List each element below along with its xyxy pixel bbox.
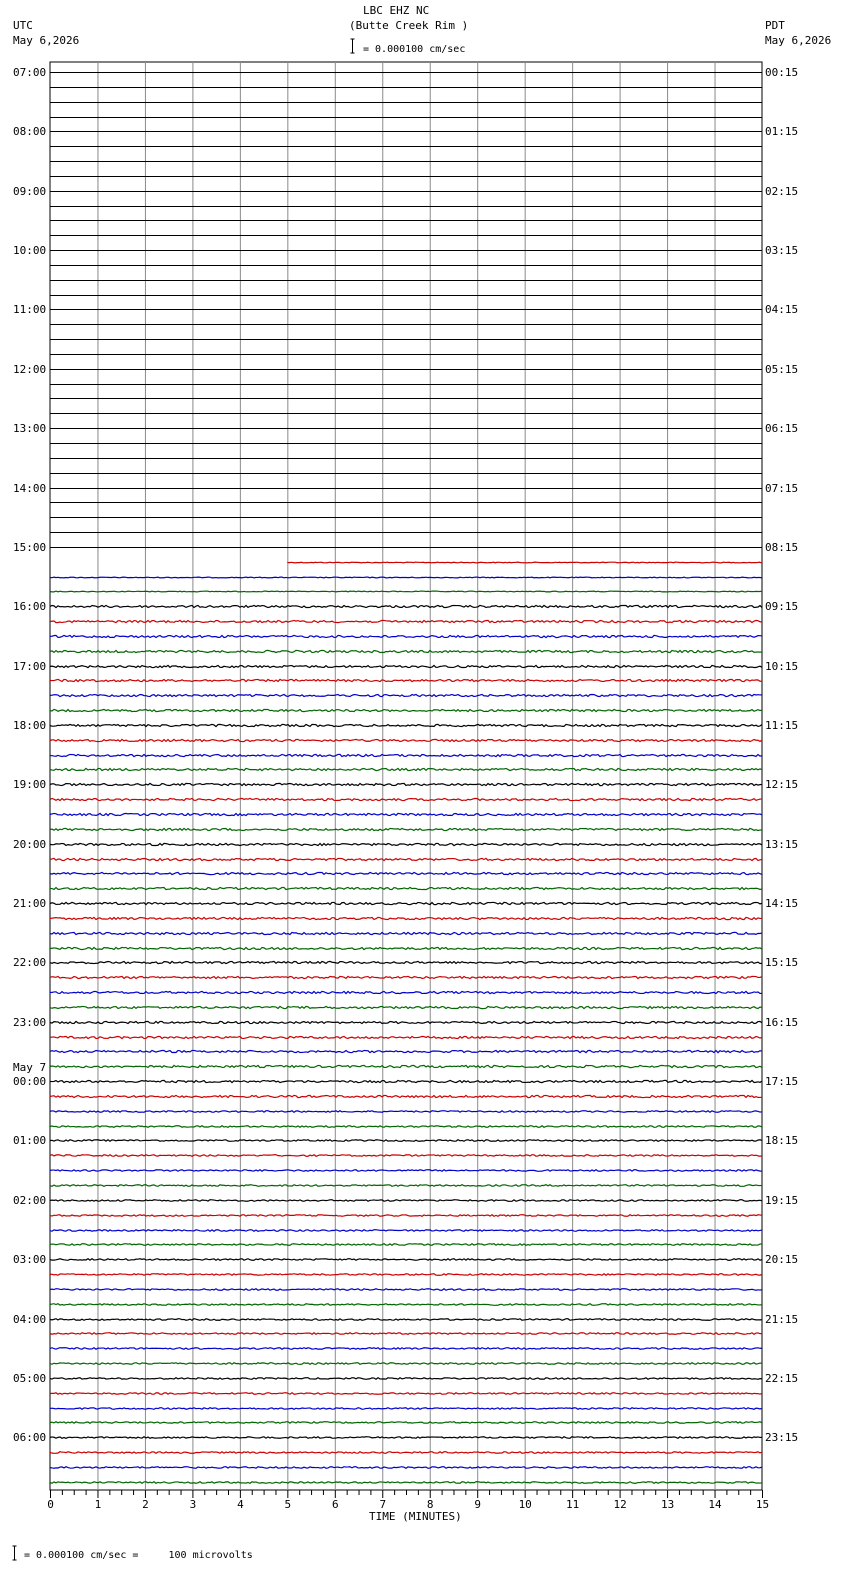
pdt-hour-label: 20:15 [765,1253,799,1267]
utc-hour-label: 02:00 [13,1193,47,1207]
plot-frame [50,62,762,1490]
pdt-hour-label: 22:15 [765,1371,799,1385]
x-tick-label: 8 [426,1498,434,1511]
seismic-trace [50,1170,762,1172]
seismic-trace [50,577,762,578]
seismic-trace [50,828,762,830]
seismic-trace [50,1333,762,1335]
seismic-trace [50,605,762,607]
seismic-trace [50,858,762,860]
seismic-trace [50,1200,762,1202]
seismic-trace [50,843,762,845]
x-tick-label: 14 [708,1498,722,1511]
seismic-trace [50,1021,762,1023]
x-tick-label: 13 [660,1498,675,1511]
pdt-date-label: May 6,2026 [765,34,832,47]
utc-date-change-label: May 7 [13,1061,47,1075]
utc-hour-label: 07:00 [13,66,47,79]
seismic-trace [50,591,762,592]
seismic-trace [50,1155,762,1157]
scale-label: = 0.000100 cm/sec [363,44,466,55]
x-tick-label: 3 [189,1498,197,1511]
utc-hour-label: 00:00 [13,1075,47,1089]
x-tick-label: 5 [284,1498,292,1511]
seismic-trace [50,620,762,622]
seismic-trace [50,798,762,800]
utc-hour-label: 05:00 [13,1371,47,1385]
pdt-hour-label: 13:15 [765,837,799,851]
seismic-trace [50,694,762,696]
pdt-hour-label: 07:15 [765,481,799,495]
seismic-trace [50,1289,762,1291]
seismic-trace [50,1348,762,1350]
seismic-trace [50,917,762,919]
seismic-trace [287,562,761,563]
seismic-trace [50,932,762,934]
pdt-hour-label: 00:15 [765,66,799,79]
seismic-trace [50,1393,762,1395]
utc-date-label: May 6,2026 [13,34,80,47]
seismic-trace [50,1050,762,1052]
x-tick-label: 10 [518,1498,532,1511]
utc-hour-label: 03:00 [13,1253,47,1267]
utc-hour-label: 01:00 [13,1134,47,1148]
utc-hour-label: 20:00 [13,837,47,851]
seismic-trace [50,754,762,756]
seismic-trace [50,976,762,978]
pdt-hour-label: 10:15 [765,659,799,673]
utc-hour-label: 16:00 [13,600,47,614]
x-tick-label: 4 [237,1498,244,1511]
pdt-hour-label: 06:15 [765,422,799,436]
seismic-trace [50,1036,762,1038]
pdt-hour-label: 01:15 [765,125,799,139]
seismic-trace [50,1230,762,1232]
seismic-trace [50,947,762,949]
seismic-trace [50,1467,762,1469]
seismic-trace [50,813,762,815]
x-tick-label: 15 [755,1498,770,1511]
seismic-trace [50,1378,762,1380]
seismic-trace [50,887,762,889]
pdt-hour-label: 23:15 [765,1431,799,1445]
seismic-trace [50,635,762,637]
seismic-trace [50,1437,762,1439]
utc-tz-label: UTC [13,19,33,32]
station-location: (Butte Creek Rim ) [349,19,469,32]
seismic-trace [50,1140,762,1142]
seismic-trace [50,783,762,785]
pdt-hour-label: 08:15 [765,540,799,554]
seismic-trace [50,709,762,711]
utc-hour-label: 09:00 [13,184,47,198]
x-tick-label: 11 [566,1498,580,1511]
pdt-hour-label: 05:15 [765,362,799,376]
seismic-trace [50,1304,762,1306]
seismic-trace [50,1126,762,1128]
x-tick-label: 1 [94,1498,102,1511]
pdt-hour-label: 14:15 [765,897,799,911]
pdt-hour-label: 17:15 [765,1075,799,1089]
utc-hour-label: 21:00 [13,897,47,911]
seismic-trace [50,1065,762,1067]
x-tick-label: 7 [379,1498,387,1511]
seismic-trace [50,1422,762,1424]
seismic-trace [50,1215,762,1217]
seismic-trace [50,1319,762,1321]
utc-hour-label: 19:00 [13,778,47,792]
utc-hour-label: 04:00 [13,1312,47,1326]
seismic-trace [50,1452,762,1454]
seismic-trace [50,1095,762,1097]
seismic-trace [50,1244,762,1246]
x-tick-label: 12 [613,1498,627,1511]
seismic-trace [50,991,762,993]
utc-hour-label: 23:00 [13,1015,47,1029]
station-title: LBC EHZ NC [363,4,430,17]
seismic-trace [50,665,762,667]
seismic-trace [50,1111,762,1113]
seismic-trace [50,1482,762,1484]
utc-hour-label: 06:00 [13,1431,47,1445]
x-tick-label: 2 [142,1498,149,1511]
seismic-trace [50,1408,762,1410]
utc-hour-label: 22:00 [13,956,47,970]
pdt-hour-label: 09:15 [765,600,799,614]
seismic-trace [50,1185,762,1187]
seismic-trace [50,1259,762,1261]
utc-hour-label: 15:00 [13,540,47,554]
utc-hour-label: 10:00 [13,244,47,258]
pdt-hour-label: 12:15 [765,778,799,792]
pdt-hour-label: 04:15 [765,303,799,317]
seismic-trace [50,679,762,681]
pdt-hour-label: 19:15 [765,1193,799,1207]
pdt-hour-label: 03:15 [765,244,799,258]
x-tick-label: 9 [474,1498,482,1511]
seismic-trace [50,650,762,652]
utc-hour-label: 13:00 [13,422,47,436]
x-axis [51,1490,763,1498]
x-axis-title: TIME (MINUTES) [369,1510,462,1523]
seismic-trace [50,768,762,770]
pdt-tz-label: PDT [765,19,785,32]
pdt-hour-label: 02:15 [765,184,799,198]
footer-scale-label: = 0.000100 cm/sec = 100 microvolts [24,1550,253,1561]
seismic-trace [50,1363,762,1365]
seismic-trace [50,1080,762,1082]
seismic-trace [50,1274,762,1276]
seismic-trace [50,961,762,963]
utc-hour-label: 17:00 [13,659,47,673]
seismic-traces [50,73,762,1484]
seismic-trace [50,1006,762,1008]
pdt-hour-label: 11:15 [765,718,799,732]
seismic-trace [50,739,762,741]
seismic-trace [50,902,762,904]
seismic-trace [50,724,762,726]
pdt-hour-label: 18:15 [765,1134,799,1148]
x-tick-label: 6 [332,1498,339,1511]
utc-hour-label: 08:00 [13,125,47,139]
utc-hour-label: 18:00 [13,718,47,732]
x-tick-label: 0 [47,1498,54,1511]
utc-hour-label: 12:00 [13,362,47,376]
pdt-hour-label: 15:15 [765,956,799,970]
utc-hour-label: 11:00 [13,303,47,317]
pdt-hour-label: 16:15 [765,1015,799,1029]
pdt-hour-label: 21:15 [765,1312,799,1326]
utc-hour-label: 14:00 [13,481,47,495]
plot-grid [50,62,762,1490]
seismic-trace [50,872,762,874]
